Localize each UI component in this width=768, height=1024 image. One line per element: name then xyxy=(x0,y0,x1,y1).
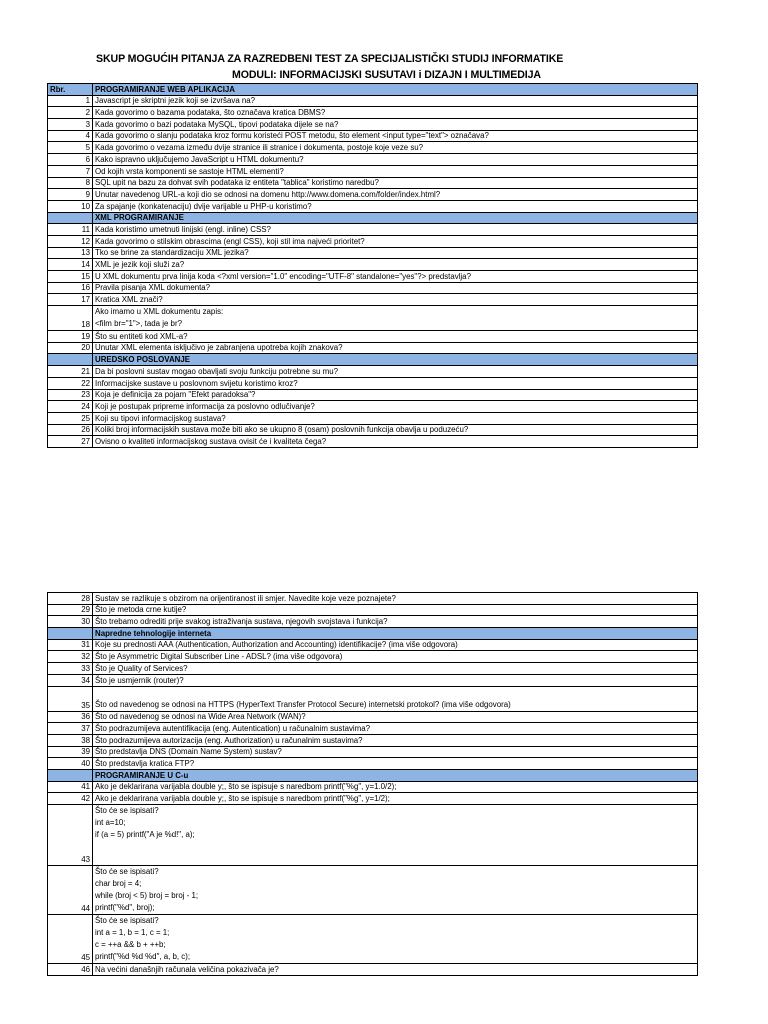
question-row xyxy=(48,793,698,805)
question-text: Kada koristimo umetnuti linijski (engl. inline) CSS? xyxy=(93,224,698,236)
question-number: 18 xyxy=(48,306,93,331)
question-text: Na većini današnjih računala veličina pokazivača je? xyxy=(93,964,698,976)
question-row xyxy=(48,758,698,770)
section-header-row xyxy=(48,769,698,781)
question-number: 1 xyxy=(48,95,93,107)
question-number: 14 xyxy=(48,259,93,271)
question-row xyxy=(48,401,698,413)
question-text xyxy=(93,306,698,331)
question-number: 30 xyxy=(48,616,93,628)
question-row xyxy=(48,282,698,294)
question-number: 43 xyxy=(48,805,93,866)
question-row xyxy=(48,224,698,236)
question-line: printf("%d %d %d", a, b, c); xyxy=(95,952,191,961)
question-text: U XML dokumentu prva linija koda <?xml version="1.0" encoding="UTF-8" standalone="yes"?> predstavlja? xyxy=(93,271,698,283)
question-number: 3 xyxy=(48,119,93,131)
question-number: 29 xyxy=(48,604,93,616)
question-line: int a = 1, b = 1, c = 1; xyxy=(95,928,170,937)
question-row xyxy=(48,651,698,663)
question-text xyxy=(93,866,698,915)
question-text: Kada govorimo o stilskim obrascima (engl CSS), koji stil ima najveći prioritet? xyxy=(93,235,698,247)
question-line: <film br="1">, tada je br? xyxy=(95,319,182,329)
questions-table-part1 xyxy=(47,83,698,448)
question-row xyxy=(48,866,698,915)
question-row xyxy=(48,366,698,378)
question-number: 39 xyxy=(48,746,93,758)
question-number: 36 xyxy=(48,711,93,723)
question-row xyxy=(48,964,698,976)
question-text: XML je jezik koji služi za? xyxy=(93,259,698,271)
question-row xyxy=(48,604,698,616)
question-line: Što od navedenog se odnosi na HTTPS (HyperText Transfer Protocol Secure) internetski protokol? (ima više odgovora) xyxy=(95,699,511,709)
question-number: 11 xyxy=(48,224,93,236)
question-row xyxy=(48,247,698,259)
question-row xyxy=(48,95,698,107)
section-number-cell xyxy=(48,212,93,224)
question-text: Kratica XML znači? xyxy=(93,294,698,306)
section-header-row xyxy=(48,354,698,366)
question-number: 22 xyxy=(48,377,93,389)
question-text: Što podrazumijeva autorizacija (eng. Authorization) u računalnim sustavima? xyxy=(93,734,698,746)
question-text: Unutar XML elementa isključivo je zabranjena upotreba kojih znakova? xyxy=(93,342,698,354)
question-row xyxy=(48,119,698,131)
question-line: Što će se ispisati? xyxy=(95,867,159,876)
question-row xyxy=(48,436,698,448)
section-number-cell xyxy=(48,628,93,640)
section-number-cell xyxy=(48,354,93,366)
question-number: 25 xyxy=(48,412,93,424)
question-number: 17 xyxy=(48,294,93,306)
question-row xyxy=(48,271,698,283)
question-number: 8 xyxy=(48,177,93,189)
question-text: Što trebamo odrediti prije svakog istraživanja sustava, njegovih svojstava i funkcija? xyxy=(93,616,698,628)
question-text: Što od navedenog se odnosi na Wide Area Network (WAN)? xyxy=(93,711,698,723)
question-row xyxy=(48,915,698,964)
question-row xyxy=(48,342,698,354)
question-number: 38 xyxy=(48,734,93,746)
question-text: Koja je definicija za pojam "Efekt paradoksa"? xyxy=(93,389,698,401)
question-row xyxy=(48,639,698,651)
question-text: Od kojih vrsta komponenti se sastoje HTML elementi? xyxy=(93,165,698,177)
question-row xyxy=(48,674,698,686)
question-row xyxy=(48,306,698,331)
question-number: 34 xyxy=(48,674,93,686)
question-number: 15 xyxy=(48,271,93,283)
question-number: 16 xyxy=(48,282,93,294)
question-text: Što podrazumijeva autentifikacija (eng. Autentication) u računalnim sustavima? xyxy=(93,723,698,735)
question-number: 26 xyxy=(48,424,93,436)
question-number: 24 xyxy=(48,401,93,413)
section-title: UREDSKO POSLOVANJE xyxy=(93,354,698,366)
question-text: SQL upit na bazu za dohvat svih podataka iz entiteta "tablica" koristimo naredbu? xyxy=(93,177,698,189)
question-number: 46 xyxy=(48,964,93,976)
question-line: Što će se ispisati? xyxy=(95,806,159,815)
question-number: 37 xyxy=(48,723,93,735)
question-line: char broj = 4; xyxy=(95,879,142,888)
question-text: Da bi poslovni sustav mogao obavljati svoju funkciju potrebne su mu? xyxy=(93,366,698,378)
question-row xyxy=(48,723,698,735)
question-text: Kada govorimo o bazi podataka MySQL, tipovi podataka dijele se na? xyxy=(93,119,698,131)
question-number: 6 xyxy=(48,154,93,166)
question-row xyxy=(48,424,698,436)
question-row xyxy=(48,331,698,343)
question-line: while (broj < 5) broj = broj - 1; xyxy=(95,891,199,900)
question-line: Što će se ispisati? xyxy=(95,916,159,925)
question-row xyxy=(48,412,698,424)
question-text: Informacijske sustave u poslovnom svijetu koristimo kroz? xyxy=(93,377,698,389)
question-text: Sustav se razlikuje s obzirom na orijentiranost ili smjer. Navedite koje veze poznajete? xyxy=(93,593,698,605)
question-text: Koji je postupak pripreme informacija za poslovno odlučivanje? xyxy=(93,401,698,413)
question-row xyxy=(48,593,698,605)
question-number: 40 xyxy=(48,758,93,770)
question-row xyxy=(48,189,698,201)
question-text: Što je metoda crne kutije? xyxy=(93,604,698,616)
question-text: Što je Asymmetric Digital Subscriber Line - ADSL? (ima više odgovora) xyxy=(93,651,698,663)
question-text: Unutar navedenog URL-a koji dio se odnosi na domenu http://www.domena.com/folder/index.html? xyxy=(93,189,698,201)
question-text xyxy=(93,805,698,866)
question-number: 35 xyxy=(48,686,93,711)
question-row xyxy=(48,711,698,723)
question-text: Što predstavlja DNS (Domain Name System) sustav? xyxy=(93,746,698,758)
question-text: Tko se brine za standardizaciju XML jezika? xyxy=(93,247,698,259)
question-number: 41 xyxy=(48,781,93,793)
question-row xyxy=(48,294,698,306)
document-subtitle: MODULI: INFORMACIJSKI SUSUTAVI i DIZAJN I MULTIMEDIJA xyxy=(232,69,541,81)
question-text: Za spajanje (konkatenaciju) dvije varijable u PHP-u koristimo? xyxy=(93,200,698,212)
question-number: 19 xyxy=(48,331,93,343)
question-number: 10 xyxy=(48,200,93,212)
question-row xyxy=(48,686,698,711)
section-header-row xyxy=(48,84,698,96)
question-row xyxy=(48,389,698,401)
section-header-row xyxy=(48,212,698,224)
question-number: 5 xyxy=(48,142,93,154)
question-number: 2 xyxy=(48,107,93,119)
question-number: 7 xyxy=(48,165,93,177)
question-line xyxy=(95,687,695,699)
questions-table-part2 xyxy=(47,592,698,976)
section-header-row xyxy=(48,628,698,640)
section-title: PROGRAMIRANJE WEB APLIKACIJA xyxy=(93,84,698,96)
section-title: PROGRAMIRANJE U C-u xyxy=(93,769,698,781)
question-number: 32 xyxy=(48,651,93,663)
question-line xyxy=(95,853,695,865)
question-number: 13 xyxy=(48,247,93,259)
question-text: Koliki broj informacijskih sustava može biti ako se ukupno 8 (osam) poslovnih funkcija obavlja u poduzeću? xyxy=(93,424,698,436)
question-number: 20 xyxy=(48,342,93,354)
question-text: Javascript je skriptni jezik koji se izvršava na? xyxy=(93,95,698,107)
question-number: 42 xyxy=(48,793,93,805)
question-row xyxy=(48,781,698,793)
question-text: Ako je deklarirana varijabla double y;, što se ispisuje s naredbom printf("%g", y=1.0/2); xyxy=(93,781,698,793)
question-row xyxy=(48,177,698,189)
question-line: int a=10; xyxy=(95,818,126,827)
question-number: 23 xyxy=(48,389,93,401)
question-row xyxy=(48,154,698,166)
question-text: Kako ispravno uključujemo JavaScript u HTML dokumentu? xyxy=(93,154,698,166)
question-number: 28 xyxy=(48,593,93,605)
question-text xyxy=(93,915,698,964)
question-line: if (a = 5) printf("A je %d!", a); xyxy=(95,830,195,839)
question-line: c = ++a && b + ++b; xyxy=(95,940,166,949)
question-text: Što predstavlja kratica FTP? xyxy=(93,758,698,770)
question-text: Pravila pisanja XML dokumenta? xyxy=(93,282,698,294)
section-title: XML PROGRAMIRANJE xyxy=(93,212,698,224)
question-text: Što je usmjernik (router)? xyxy=(93,674,698,686)
question-number: 33 xyxy=(48,663,93,675)
question-line: Ako imamo u XML dokumentu zapis: xyxy=(95,307,224,317)
question-text: Ako je deklarirana varijabla double y;, što se ispisuje s naredbom printf("%g", y=1/2); xyxy=(93,793,698,805)
question-text xyxy=(93,686,698,711)
question-number: 4 xyxy=(48,130,93,142)
question-text: Kada govorimo o slanju podataka kroz formu koristeći POST metodu, što element <input type="text"> označava? xyxy=(93,130,698,142)
question-number: 27 xyxy=(48,436,93,448)
question-number: 21 xyxy=(48,366,93,378)
question-row xyxy=(48,663,698,675)
question-row xyxy=(48,377,698,389)
question-number: 31 xyxy=(48,639,93,651)
question-row xyxy=(48,734,698,746)
section-title: Napredne tehnologije interneta xyxy=(93,628,698,640)
question-row xyxy=(48,805,698,866)
document-title: SKUP MOGUĆIH PITANJA ZA RAZREDBENI TEST ZA SPECIJALISTIČKI STUDIJ INFORMATIKE xyxy=(96,53,564,65)
question-row xyxy=(48,259,698,271)
question-row xyxy=(48,142,698,154)
question-row xyxy=(48,130,698,142)
question-number: 44 xyxy=(48,866,93,915)
question-number: 9 xyxy=(48,189,93,201)
question-line: printf("%d", broj); xyxy=(95,903,155,912)
question-row xyxy=(48,235,698,247)
question-text: Koji su tipovi informacijskog sustava? xyxy=(93,412,698,424)
question-number: 45 xyxy=(48,915,93,964)
question-text: Što su entiteti kod XML-a? xyxy=(93,331,698,343)
question-row xyxy=(48,616,698,628)
question-number: 12 xyxy=(48,235,93,247)
question-row xyxy=(48,200,698,212)
question-text: Ovisno o kvaliteti informacijskog sustava ovisit će i kvaliteta čega? xyxy=(93,436,698,448)
question-row xyxy=(48,746,698,758)
question-line xyxy=(95,841,695,853)
question-text: Kada govorimo o bazama podataka, što označava kratica DBMS? xyxy=(93,107,698,119)
section-number-cell xyxy=(48,769,93,781)
question-row xyxy=(48,107,698,119)
column-header-rbr: Rbr. xyxy=(48,84,93,96)
question-row xyxy=(48,165,698,177)
question-text: Kada govorimo o vezama između dvije stranice ili stranice i dokumenta, postoje koje veze su? xyxy=(93,142,698,154)
question-text: Što je Quality of Services? xyxy=(93,663,698,675)
question-text: Koje su prednosti AAA (Authentication, Authorization and Accounting) identifikacije? (ima više odgovora) xyxy=(93,639,698,651)
